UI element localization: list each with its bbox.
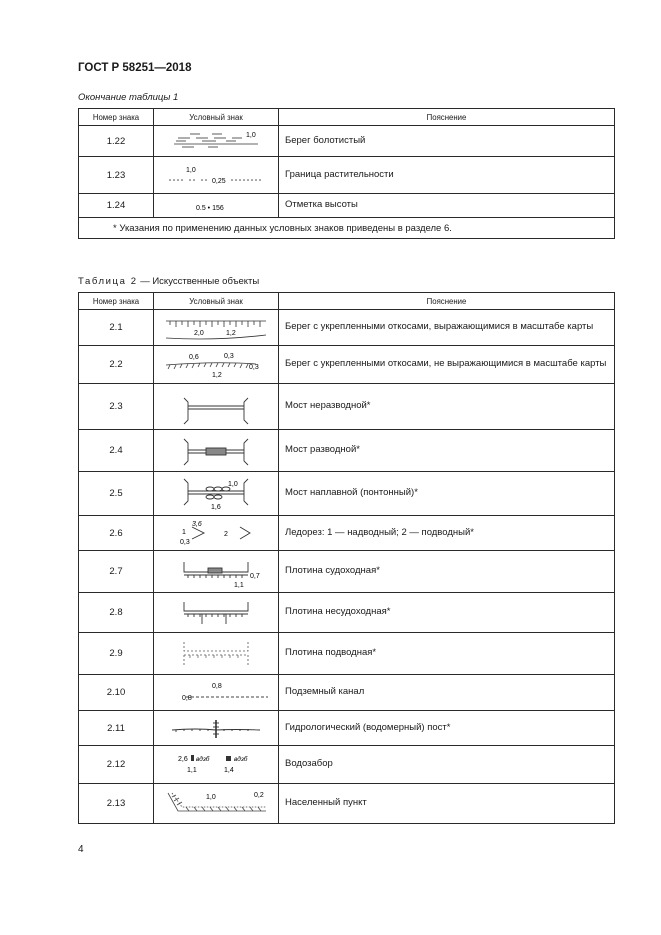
non-navigable-dam-symbol xyxy=(156,594,276,632)
drawbridge-symbol xyxy=(156,431,276,471)
underwater-dam-symbol xyxy=(156,634,276,674)
table-row xyxy=(79,126,615,157)
sign-symbol xyxy=(154,126,279,157)
sign-number: 2.13 xyxy=(79,784,154,824)
table-header-row xyxy=(79,293,615,310)
table-row xyxy=(79,675,615,711)
table-row xyxy=(79,784,615,824)
sign-symbol xyxy=(154,194,279,218)
swamp-shore-symbol xyxy=(156,126,276,156)
dimension-label: 1,4 xyxy=(224,766,234,774)
dimension-label: 1,1 xyxy=(187,766,197,774)
table1-caption: Окончание таблицы 1 xyxy=(78,92,179,103)
table-row xyxy=(79,310,615,346)
column-header-description: Пояснение xyxy=(279,109,615,126)
table-row xyxy=(79,384,615,430)
sign-number: 2.1 xyxy=(79,310,154,346)
table-row xyxy=(79,194,615,218)
pontoon-bridge-symbol xyxy=(156,473,276,515)
dimension-label: 0,7 xyxy=(250,572,260,580)
sign-number: 2.10 xyxy=(79,675,154,711)
column-header-description: Пояснение xyxy=(279,293,615,310)
column-header-symbol: Условный знак xyxy=(154,109,279,126)
sign-symbol xyxy=(154,310,279,346)
table-row xyxy=(79,746,615,784)
sign-symbol xyxy=(154,633,279,675)
dimension-label: 0,8 xyxy=(182,694,192,702)
dimension-label: 0,25 xyxy=(212,178,226,185)
sign-description: Мост неразводной* xyxy=(279,384,615,430)
sign-number: 2.9 xyxy=(79,633,154,675)
dimension-label: 0,3 xyxy=(224,352,234,360)
sign-symbol xyxy=(154,384,279,430)
dimension-label: 2,6 xyxy=(178,755,188,763)
reinforced-shore-scale-symbol xyxy=(156,311,276,345)
dimension-label: 1,6 xyxy=(211,503,221,511)
sign-description: Берег с укрепленными откосами, не выражающимися в масштабе карты xyxy=(279,346,615,384)
table-2 xyxy=(78,292,615,824)
footnote-row xyxy=(79,218,615,239)
sign-description: Мост разводной* xyxy=(279,430,615,472)
underground-canal-symbol xyxy=(156,676,276,710)
settlement-symbol xyxy=(156,785,276,823)
sign-number: 1.23 xyxy=(79,157,154,194)
table2-caption-suffix: — Искусственные объекты xyxy=(140,276,260,287)
sign-number: 2.6 xyxy=(79,516,154,551)
ice-cutter-symbol xyxy=(156,517,276,549)
dimension-label: 1,0 xyxy=(186,167,196,174)
sign-number: 2.12 xyxy=(79,746,154,784)
sign-number: 2.2 xyxy=(79,346,154,384)
dimension-label: 2,0 xyxy=(194,329,204,337)
table-row xyxy=(79,472,615,516)
sign-description: Берег болотистый xyxy=(279,126,615,157)
sign-symbol xyxy=(154,346,279,384)
dimension-label: 2 xyxy=(224,531,228,538)
dimension-label: вдзб xyxy=(234,755,248,763)
sign-number: 2.5 xyxy=(79,472,154,516)
intake-marker xyxy=(191,755,194,761)
sign-symbol xyxy=(154,551,279,593)
dimension-label: 0,6 xyxy=(189,353,199,361)
sign-symbol xyxy=(154,675,279,711)
table-header-row xyxy=(79,109,615,126)
table2-caption-prefix: Таблица 2 xyxy=(78,276,138,287)
sign-symbol xyxy=(154,472,279,516)
table-row xyxy=(79,711,615,746)
sign-description: Плотина судоходная* xyxy=(279,551,615,593)
dimension-label: 1,0 xyxy=(228,480,238,488)
vegetation-border-symbol xyxy=(156,159,276,191)
sign-description: Мост наплавной (понтонный)* xyxy=(279,472,615,516)
column-header-number: Номер знака xyxy=(79,293,154,310)
page-number: 4 xyxy=(78,844,84,855)
dimension-label: 1 xyxy=(182,529,186,536)
sign-description: Плотина подводная* xyxy=(279,633,615,675)
sign-description: Ледорез: 1 — надводный; 2 — подводный* xyxy=(279,516,615,551)
sign-description: Населенный пункт xyxy=(279,784,615,824)
dimension-label: 1,1 xyxy=(234,581,244,589)
table-row xyxy=(79,551,615,593)
sign-description: Подземный канал xyxy=(279,675,615,711)
sign-number: 2.7 xyxy=(79,551,154,593)
sign-number: 2.3 xyxy=(79,384,154,430)
table2-caption xyxy=(78,276,259,287)
sign-symbol xyxy=(154,516,279,551)
dimension-label: вдзб xyxy=(196,755,210,763)
dimension-label: 1,2 xyxy=(212,371,222,379)
table-row xyxy=(79,516,615,551)
water-intake-symbol xyxy=(156,747,276,783)
navigable-dam-symbol xyxy=(156,552,276,592)
sign-symbol xyxy=(154,157,279,194)
sign-number: 1.22 xyxy=(79,126,154,157)
table-footnote: * Указания по применению данных условных знаков приведены в разделе 6. xyxy=(79,218,615,239)
fixed-bridge-symbol xyxy=(156,386,276,428)
dimension-label: 0,8 xyxy=(212,682,222,690)
dimension-label: 0,2 xyxy=(254,791,264,799)
sign-number: 2.11 xyxy=(79,711,154,746)
sign-description: Водозабор xyxy=(279,746,615,784)
sign-description: Гидрологический (водомерный) пост* xyxy=(279,711,615,746)
dimension-label: 0,3 xyxy=(180,539,190,546)
hydrological-post-symbol xyxy=(156,712,276,744)
sign-symbol xyxy=(154,430,279,472)
column-header-number: Номер знака xyxy=(79,109,154,126)
dimension-label: 0,3 xyxy=(249,363,259,371)
sign-symbol xyxy=(154,746,279,784)
table-1 xyxy=(78,108,615,239)
dimension-label: 1,0 xyxy=(206,793,216,801)
table-row xyxy=(79,593,615,633)
table-row xyxy=(79,430,615,472)
sign-number: 2.8 xyxy=(79,593,154,633)
dimension-label: 3,6 xyxy=(192,521,202,528)
sign-symbol xyxy=(154,593,279,633)
sign-number: 2.4 xyxy=(79,430,154,472)
sign-description: Плотина несудоходная* xyxy=(279,593,615,633)
sign-symbol xyxy=(154,784,279,824)
sign-description: Берег с укрепленными откосами, выражающимися в масштабе карты xyxy=(279,310,615,346)
sign-description: Отметка высоты xyxy=(279,194,615,218)
dimension-label: 1,2 xyxy=(226,329,236,337)
sign-number: 1.24 xyxy=(79,194,154,218)
height-mark-label: 0.5 • 156 xyxy=(196,204,224,212)
sign-symbol xyxy=(154,711,279,746)
sign-description: Граница растительности xyxy=(279,157,615,194)
height-mark-symbol xyxy=(156,195,276,217)
column-header-symbol: Условный знак xyxy=(154,293,279,310)
table-row xyxy=(79,633,615,675)
intake-marker xyxy=(226,756,231,761)
table-row xyxy=(79,157,615,194)
document-title: ГОСТ Р 58251—2018 xyxy=(78,62,192,74)
reinforced-shore-nonscale-symbol xyxy=(156,347,276,383)
dimension-label: 1,0 xyxy=(246,132,256,139)
table-row xyxy=(79,346,615,384)
